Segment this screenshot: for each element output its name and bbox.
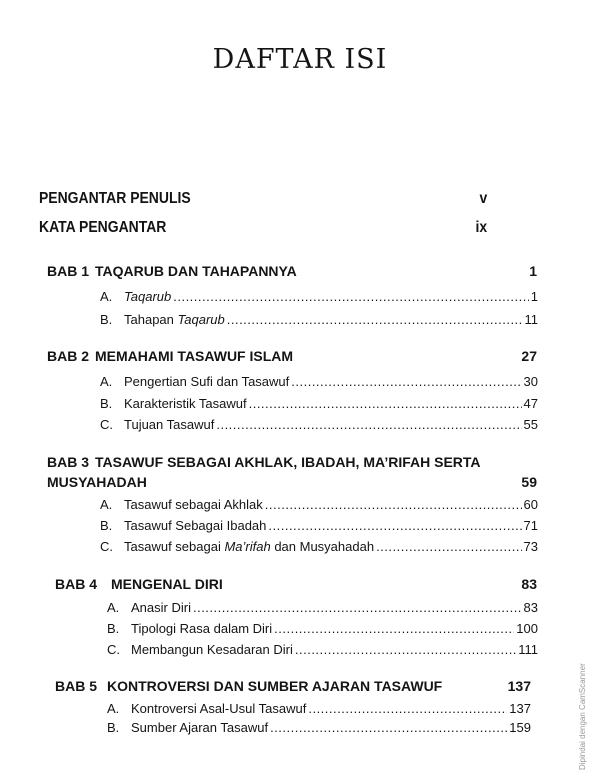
chapter-page: 59 bbox=[521, 474, 537, 490]
chapter-number: BAB 5 bbox=[55, 678, 98, 694]
subentry-text: Anasir Diri bbox=[131, 600, 191, 615]
toc-subentry[interactable] bbox=[100, 312, 538, 327]
chapter-heading[interactable] bbox=[55, 678, 531, 696]
page-title: DAFTAR ISI bbox=[212, 44, 388, 75]
toc-entry-pengantar-penulis[interactable] bbox=[39, 190, 487, 208]
toc-subentry[interactable] bbox=[107, 621, 538, 636]
chapter-title-continued: MUSYAHADAH bbox=[47, 474, 147, 490]
chapter-title: KONTROVERSI DAN SUMBER AJARAN TASAWUF bbox=[107, 678, 443, 694]
subentry-letter: C. bbox=[100, 417, 113, 432]
subentry-page: 83 bbox=[523, 600, 538, 615]
subentry-page: 73 bbox=[523, 539, 538, 554]
subentry-page: 55 bbox=[523, 417, 538, 432]
toc-subentry[interactable] bbox=[107, 642, 538, 657]
chapter-heading[interactable] bbox=[47, 348, 537, 366]
toc-subentry[interactable] bbox=[100, 396, 538, 411]
toc-entry-page: ix bbox=[475, 219, 488, 236]
subentry-page: 1 bbox=[530, 289, 538, 304]
toc-subentry[interactable] bbox=[100, 417, 538, 432]
dot-leader bbox=[274, 621, 514, 636]
chapter-page: 137 bbox=[507, 678, 531, 694]
subentry-text: Karakteristik Tasawuf bbox=[124, 396, 247, 411]
subentry-text: Tahapan Taqarub bbox=[124, 312, 225, 327]
subentry-page: 111 bbox=[518, 642, 538, 657]
dot-leader bbox=[216, 417, 521, 432]
subentry-letter: C. bbox=[107, 642, 120, 657]
subentry-text: Taqarub bbox=[124, 289, 172, 304]
dot-leader bbox=[295, 642, 516, 657]
subentry-text: Kontroversi Asal-Usul Tasawuf bbox=[131, 701, 307, 716]
subentry-text: Tasawuf sebagai Akhlak bbox=[124, 497, 263, 512]
subentry-text: Tasawuf sebagai Ma’rifah dan Musyahadah bbox=[124, 539, 375, 554]
dot-leader bbox=[268, 518, 521, 533]
toc-subentry[interactable] bbox=[107, 720, 531, 735]
subentry-page: 71 bbox=[523, 518, 538, 533]
subentry-letter: A. bbox=[100, 289, 113, 304]
toc-entry-label: KATA PENGANTAR bbox=[39, 219, 167, 236]
toc-subentry[interactable] bbox=[100, 539, 538, 554]
subentry-page: 60 bbox=[523, 497, 538, 512]
chapter-heading[interactable] bbox=[47, 263, 537, 281]
chapter-title: MEMAHAMI TASAWUF ISLAM bbox=[95, 348, 294, 364]
subentry-letter: A. bbox=[100, 374, 113, 389]
dot-leader bbox=[265, 497, 522, 512]
toc-subentry[interactable] bbox=[100, 518, 538, 533]
scanner-watermark: Dipindai dengan CamScanner bbox=[578, 663, 587, 770]
subentry-page: 100 bbox=[516, 621, 538, 636]
toc-subentry[interactable] bbox=[100, 289, 538, 304]
dot-leader bbox=[270, 720, 507, 735]
subentry-letter: B. bbox=[100, 396, 113, 411]
subentry-text: Sumber Ajaran Tasawuf bbox=[131, 720, 269, 735]
toc-entry-page: v bbox=[479, 190, 488, 207]
dot-leader bbox=[227, 312, 523, 327]
subentry-letter: A. bbox=[100, 497, 113, 512]
dot-leader bbox=[291, 374, 521, 389]
chapter-number: BAB 2 bbox=[47, 348, 90, 364]
chapter-title: MENGENAL DIRI bbox=[111, 576, 223, 592]
toc-entry-label: PENGANTAR PENULIS bbox=[39, 190, 191, 207]
toc-subentry[interactable] bbox=[107, 701, 531, 716]
subentry-letter: C. bbox=[100, 539, 113, 554]
toc-subentry[interactable] bbox=[107, 600, 538, 615]
chapter-page: 83 bbox=[521, 576, 537, 592]
subentry-letter: A. bbox=[107, 600, 120, 615]
chapter-title: TAQARUB DAN TAHAPANNYA bbox=[95, 263, 297, 279]
subentry-letter: B. bbox=[100, 312, 113, 327]
subentry-text: Membangun Kesadaran Diri bbox=[131, 642, 293, 657]
chapter-heading[interactable] bbox=[55, 576, 537, 594]
chapter-heading[interactable] bbox=[47, 454, 537, 494]
subentry-page: 159 bbox=[509, 720, 531, 735]
chapter-number: BAB 1 bbox=[47, 263, 90, 279]
chapter-page: 1 bbox=[529, 263, 537, 279]
chapter-page: 27 bbox=[521, 348, 537, 364]
dot-leader bbox=[308, 701, 507, 716]
subentry-letter: B. bbox=[100, 518, 113, 533]
subentry-letter: B. bbox=[107, 720, 120, 735]
subentry-letter: B. bbox=[107, 621, 120, 636]
chapter-number: BAB 3 bbox=[47, 454, 90, 470]
subentry-page: 11 bbox=[524, 312, 538, 327]
chapter-number: BAB 4 bbox=[55, 576, 98, 592]
chapter-title: TASAWUF SEBAGAI AKHLAK, IBADAH, MA’RIFAH SERTA bbox=[95, 454, 481, 470]
subentry-page: 137 bbox=[509, 701, 531, 716]
subentry-page: 47 bbox=[523, 396, 538, 411]
dot-leader bbox=[173, 289, 529, 304]
subentry-text: Tipologi Rasa dalam Diri bbox=[131, 621, 273, 636]
toc-subentry[interactable] bbox=[100, 497, 538, 512]
dot-leader bbox=[249, 396, 522, 411]
toc-entry-kata-pengantar[interactable] bbox=[39, 219, 487, 237]
subentry-text: Tasawuf Sebagai Ibadah bbox=[124, 518, 267, 533]
toc-subentry[interactable] bbox=[100, 374, 538, 389]
subentry-page: 30 bbox=[523, 374, 538, 389]
subentry-text: Tujuan Tasawuf bbox=[124, 417, 215, 432]
dot-leader bbox=[193, 600, 522, 615]
subentry-text: Pengertian Sufi dan Tasawuf bbox=[124, 374, 290, 389]
subentry-letter: A. bbox=[107, 701, 120, 716]
dot-leader bbox=[376, 539, 521, 554]
